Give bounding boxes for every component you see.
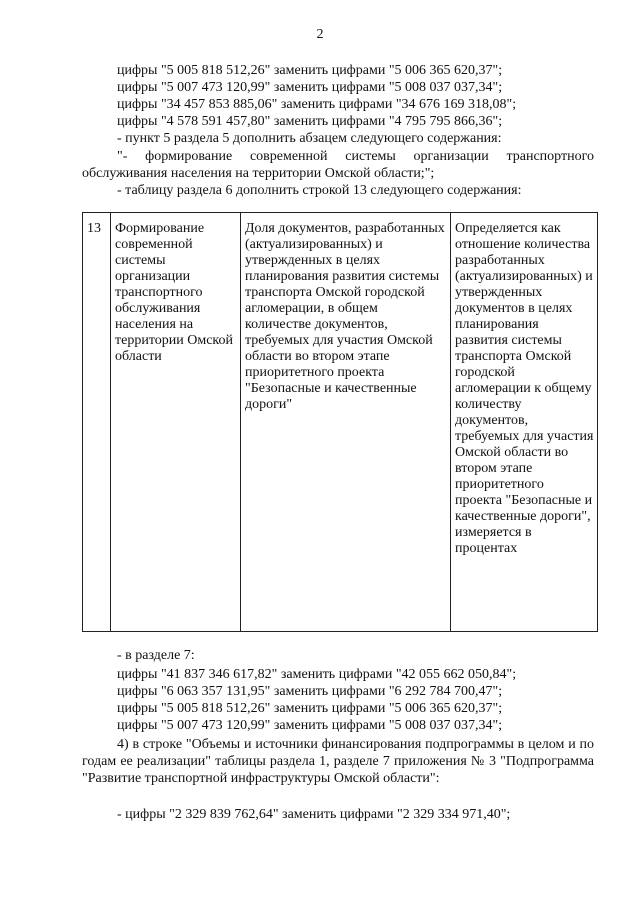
- text-line: цифры "4 578 591 457,80" заменить цифрами "4 795 795 866,36";: [117, 114, 503, 129]
- table-row: [83, 213, 598, 632]
- text-line: цифры "34 457 853 885,06" заменить цифрами "34 676 169 318,08";: [117, 97, 517, 112]
- row-number-cell: 13: [83, 213, 111, 632]
- text-line: цифры "5 007 473 120,99" заменить цифрами "5 008 037 037,34";: [117, 718, 503, 733]
- amendment-table: [82, 212, 598, 632]
- text-line: цифры "5 005 818 512,26" заменить цифрами "5 006 365 620,37";: [117, 701, 503, 716]
- table-intro: - таблицу раздела 6 дополнить строкой 13 следующего содержания:: [117, 183, 522, 198]
- method-cell: Определяется как отношение количества разработанных (актуализированных) и утвержденных документов в целях планирования развития системы транспорта Омской городской агломерации к общему количеству документов, требуемых для участия Омской области во втором этапе приоритетного проекта "Безопасные и качественные дороги", измеряется в процентах: [451, 213, 598, 632]
- section-7-heading: - в разделе 7:: [117, 648, 195, 663]
- indicator-cell: Доля документов, разработанных (актуализированных) и утвержденных в целях планирования развития системы транспорта Омской городской агломерации, в общем количестве документов, требуемых для участия Омской области во втором этапе приоритетного проекта "Безопасные и качественные дороги": [241, 213, 451, 632]
- page-number: 2: [316, 27, 324, 42]
- text-line: цифры "5 007 473 120,99" заменить цифрами "5 008 037 037,34";: [117, 80, 503, 95]
- text-line: - пункт 5 раздела 5 дополнить абзацем следующего содержания:: [117, 131, 502, 146]
- text-line: - цифры "2 329 839 762,64" заменить цифрами "2 329 334 971,40";: [117, 807, 511, 822]
- item-4-paragraph: 4) в строке "Объемы и источники финансирования подпрограммы в целом и по годам ее реализации" таблицы раздела 1, разделе 7 приложения № 3 "Подпрограмма "Развитие транспортной инфраструктуры Омской области":: [82, 737, 594, 786]
- task-cell: Формирование современной системы организации транспортного обслуживания населения на территории Омской области: [111, 213, 241, 632]
- text-line: цифры "41 837 346 617,82" заменить цифрами "42 055 662 050,84";: [117, 667, 517, 682]
- quoted-paragraph: "- формирование современной системы организации транспортного обслуживания населения на территории Омской области;";: [82, 149, 594, 181]
- text-line: цифры "5 005 818 512,26" заменить цифрами "5 006 365 620,37";: [117, 63, 503, 78]
- text-line: цифры "6 063 357 131,95" заменить цифрами "6 292 784 700,47";: [117, 684, 503, 699]
